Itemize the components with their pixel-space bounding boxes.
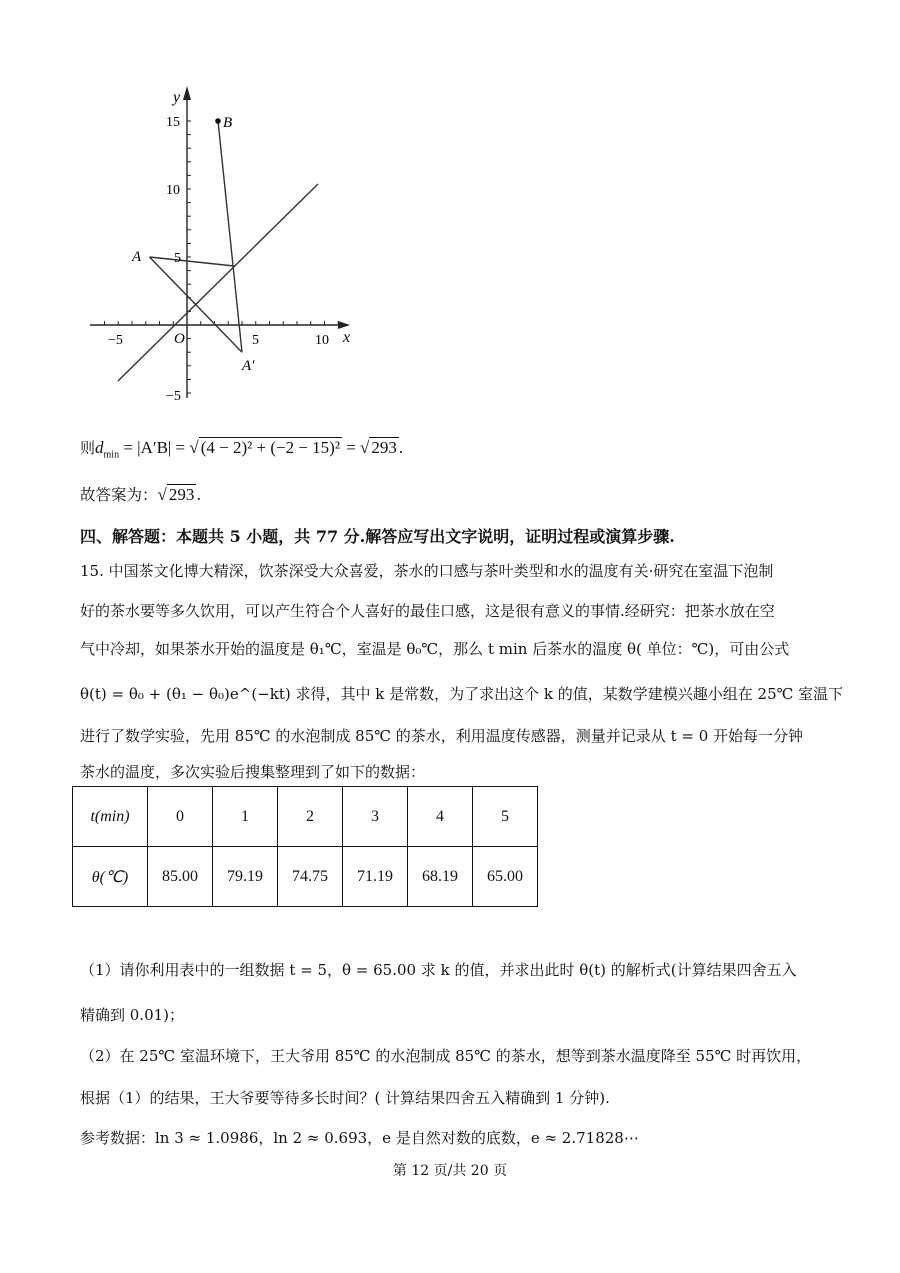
y-ticks bbox=[187, 121, 191, 393]
data-table bbox=[72, 786, 538, 907]
y-axis-arrow bbox=[183, 86, 191, 100]
answer-prefix: 故答案为： bbox=[80, 486, 158, 504]
problem-15-line-5: 进行了数学实验，先用 85℃ 的水泡制成 85℃ 的茶水，利用温度传感器，测量并记录从 t = 0 开始每一分钟 bbox=[80, 727, 804, 745]
answer-result: 293 bbox=[168, 485, 195, 504]
problem-15-line-4: θ(t) = θ₀ + (θ₁ − θ₀)e^(−kt) 求得，其中 k 是常数，为了求出这个 k 的值，某数学建模兴趣小组在 25℃ 室温下 bbox=[80, 685, 844, 703]
segment-A-P bbox=[150, 257, 235, 266]
table-cell: 79.19 bbox=[213, 847, 278, 907]
problem-15-line-3: 气中冷却，如果茶水开始的温度是 θ₁℃，室温是 θ₀℃，那么 t min 后茶水的温度 θ( 单位：℃)，可由公式 bbox=[80, 640, 790, 658]
line-y-equals-x bbox=[118, 184, 318, 381]
formula-sub: min bbox=[103, 449, 120, 461]
reference-data: 参考数据：ln 3 ≈ 1.0986，ln 2 ≈ 0.693，e 是自然对数的底数，e ≈ 2.71828⋯ bbox=[80, 1129, 639, 1147]
segment-B-A-prime bbox=[218, 121, 242, 352]
table-cell: 1 bbox=[213, 787, 278, 847]
problem-15-line-6: 茶水的温度，多次实验后搜集整理到了如下的数据： bbox=[80, 763, 426, 781]
x-axis-label: x bbox=[343, 329, 351, 346]
formula-dmin: 则$d_{min} = |A'B|$ = √ (4 − 2)² + (−2 − 15)² = √ 293 . bbox=[80, 438, 404, 461]
section-heading: 四、解答题：本题共 5 小题，共 77 分.解答应写出文字说明，证明过程或演算步骤. bbox=[80, 527, 675, 546]
table-header-t: t(min) bbox=[73, 787, 148, 847]
tick-label-x-5: 5 bbox=[252, 333, 259, 348]
page-footer: 第 12 页/共 20 页 bbox=[392, 1163, 508, 1179]
coordinate-graph bbox=[80, 80, 370, 410]
table-cell: 2 bbox=[278, 787, 343, 847]
table-row-t bbox=[73, 787, 538, 847]
tick-label-y-10: 10 bbox=[166, 183, 180, 198]
formula-result: 293 bbox=[371, 438, 397, 457]
part-2-line-2: 根据（1）的结果，王大爷要等待多长时间？( 计算结果四舍五入精确到 1 分钟). bbox=[80, 1089, 610, 1107]
tick-label-x-10: 10 bbox=[315, 333, 329, 348]
table-cell: 68.19 bbox=[408, 847, 473, 907]
table-cell: 71.19 bbox=[343, 847, 408, 907]
formula-suffix: . bbox=[398, 438, 404, 457]
tick-label-x-neg5: −5 bbox=[108, 333, 123, 348]
table-cell: 0 bbox=[148, 787, 213, 847]
formula-eq1: = |A′B| = bbox=[123, 438, 186, 457]
table-cell: 74.75 bbox=[278, 847, 343, 907]
part-1-line-2: 精确到 0.01)； bbox=[80, 1006, 185, 1024]
part-2-line-1: （2）在 25℃ 室温环境下，王大爷用 85℃ 的水泡制成 85℃ 的茶水，想等到茶水温度降至 55℃ 时再饮用， bbox=[80, 1047, 812, 1065]
answer-line: 故答案为：√ 293 . bbox=[80, 485, 202, 504]
point-B-dot bbox=[215, 118, 221, 124]
origin-label: O bbox=[174, 331, 185, 347]
table-header-theta: θ(℃) bbox=[73, 847, 148, 907]
tick-label-y-5: 5 bbox=[174, 251, 181, 266]
formula-eq2: = bbox=[346, 438, 356, 457]
segment-A-A-prime bbox=[150, 257, 243, 352]
point-label-A-prime: A′ bbox=[242, 358, 255, 374]
tick-label-y-neg5: −5 bbox=[166, 389, 181, 404]
table-cell: 85.00 bbox=[148, 847, 213, 907]
formula-d: d bbox=[95, 438, 104, 457]
table-cell: 4 bbox=[408, 787, 473, 847]
table-cell: 5 bbox=[473, 787, 538, 847]
tick-label-y-15: 15 bbox=[166, 115, 180, 130]
answer-suffix: . bbox=[196, 486, 202, 504]
problem-15-line-1: 15. 中国茶文化博大精深，饮茶深受大众喜爱，茶水的口感与茶叶类型和水的温度有关·研究在室温下泡制 bbox=[80, 562, 774, 580]
table-cell: 3 bbox=[343, 787, 408, 847]
x-axis-arrow bbox=[338, 321, 350, 329]
part-1-line-1: （1）请你利用表中的一组数据 t = 5，θ = 65.00 求 k 的值，并求出此时 θ(t) 的解析式(计算结果四舍五入 bbox=[80, 961, 797, 979]
formula-prefix: 则 bbox=[80, 439, 96, 457]
table-cell: 65.00 bbox=[473, 847, 538, 907]
problem-15-line-2: 好的茶水要等多久饮用，可以产生符合个人喜好的最佳口感，这是很有意义的事情.经研究：把茶水放在空 bbox=[80, 602, 775, 620]
table-row-theta bbox=[73, 847, 538, 907]
point-label-A: A bbox=[132, 249, 142, 265]
formula-radicand: (4 − 2)² + (−2 − 15)² bbox=[200, 438, 340, 457]
y-axis-label: y bbox=[173, 89, 181, 106]
point-label-B: B bbox=[223, 115, 233, 131]
